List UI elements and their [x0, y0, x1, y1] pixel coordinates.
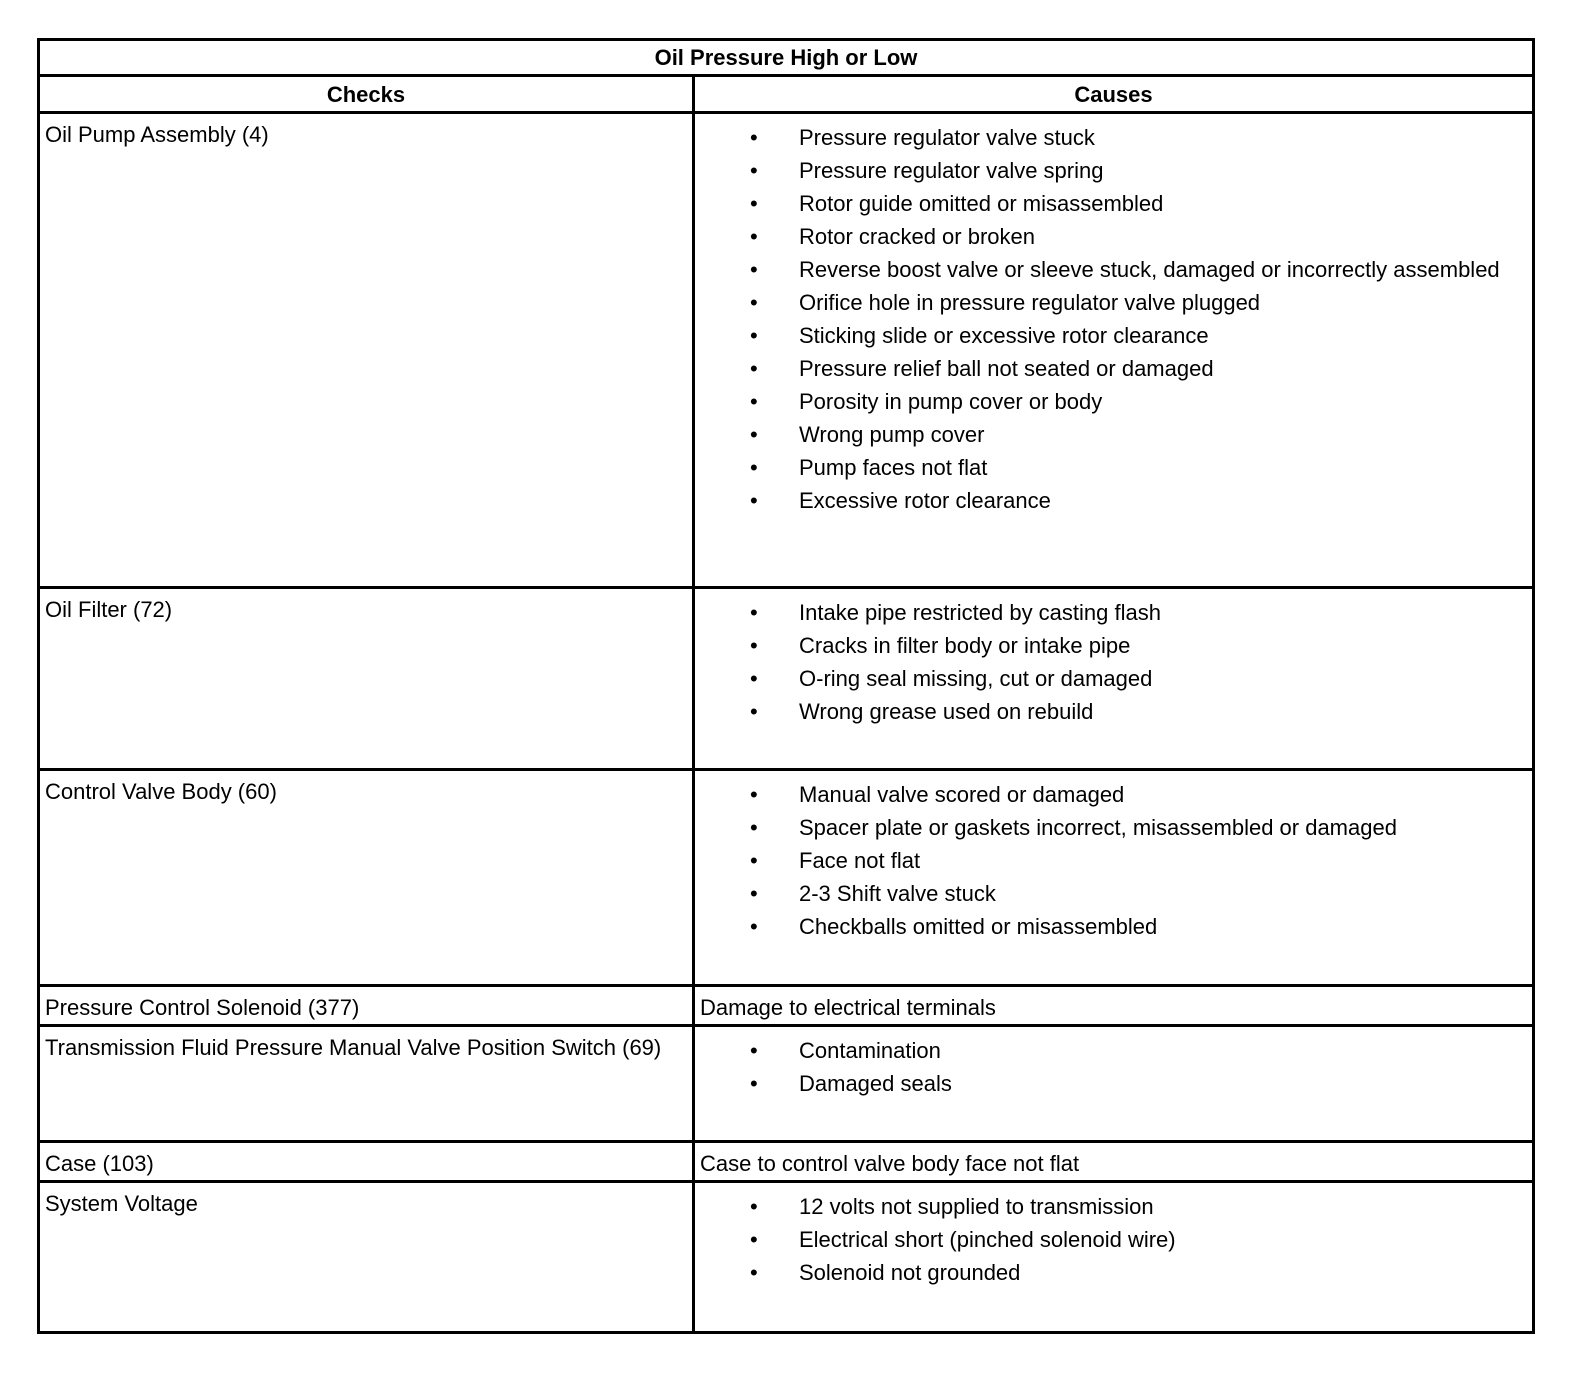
bullet-icon: • — [750, 389, 758, 414]
bullet-icon: • — [750, 666, 758, 691]
bullet-icon: • — [750, 224, 758, 249]
table-row — [39, 113, 1534, 588]
list-item — [695, 321, 1522, 350]
table-row — [39, 986, 1534, 1026]
cause-text: Pressure regulator valve spring — [799, 158, 1104, 183]
list-item — [695, 879, 1522, 908]
cause-text: Wrong pump cover — [799, 422, 985, 447]
header-row — [39, 76, 1534, 113]
list-item — [695, 631, 1522, 660]
list-item — [695, 123, 1522, 152]
list-item — [695, 486, 1522, 515]
bullet-icon: • — [750, 699, 758, 724]
title-row — [39, 40, 1534, 76]
list-item — [695, 1258, 1522, 1287]
list-item — [695, 780, 1522, 809]
bullet-icon: • — [750, 633, 758, 658]
bullet-icon: • — [750, 1038, 758, 1063]
causes-cell — [694, 113, 1534, 588]
cause-text: Reverse boost valve or sleeve stuck, damaged or incorrectly assembled — [799, 257, 1500, 282]
bullet-icon: • — [750, 125, 758, 150]
check-cell: System Voltage — [39, 1182, 694, 1333]
cause-text: Solenoid not grounded — [799, 1260, 1021, 1285]
cause-text: Pressure relief ball not seated or damaged — [799, 356, 1214, 381]
table-title: Oil Pressure High or Low — [39, 40, 1534, 76]
bullet-icon: • — [750, 600, 758, 625]
causes-list — [695, 771, 1532, 941]
cause-text: Spacer plate or gaskets incorrect, misassembled or damaged — [799, 815, 1397, 840]
causes-cell — [694, 588, 1534, 770]
check-cell: Case (103) — [39, 1142, 694, 1182]
cause-text: Cracks in filter body or intake pipe — [799, 633, 1131, 658]
list-item — [695, 189, 1522, 218]
list-item — [695, 387, 1522, 416]
list-item — [695, 156, 1522, 185]
bullet-icon: • — [750, 1227, 758, 1252]
causes-cell — [694, 770, 1534, 986]
list-item — [695, 453, 1522, 482]
bullet-icon: • — [750, 1071, 758, 1096]
bullet-icon: • — [750, 914, 758, 939]
cause-text: Contamination — [799, 1038, 941, 1063]
list-item — [695, 420, 1522, 449]
cause-text: Porosity in pump cover or body — [799, 389, 1103, 414]
cause-text: Pressure regulator valve stuck — [799, 125, 1095, 150]
list-item — [695, 1036, 1522, 1065]
check-cell: Pressure Control Solenoid (377) — [39, 986, 694, 1026]
bullet-icon: • — [750, 782, 758, 807]
cause-cell: Damage to electrical terminals — [694, 986, 1534, 1026]
list-item — [695, 846, 1522, 875]
bullet-icon: • — [750, 158, 758, 183]
list-item — [695, 1192, 1522, 1221]
list-item — [695, 813, 1522, 842]
list-item — [695, 1225, 1522, 1254]
cause-text: Sticking slide or excessive rotor clearance — [799, 323, 1209, 348]
cause-cell: Case to control valve body face not flat — [694, 1142, 1534, 1182]
causes-list — [695, 1027, 1532, 1098]
cause-text: Manual valve scored or damaged — [799, 782, 1125, 807]
bullet-icon: • — [750, 257, 758, 282]
list-item — [695, 697, 1522, 726]
causes-header: Causes — [694, 76, 1534, 113]
cause-text: Excessive rotor clearance — [799, 488, 1051, 513]
cause-text: Face not flat — [799, 848, 921, 873]
table-row — [39, 1142, 1534, 1182]
list-item — [695, 1069, 1522, 1098]
table-row — [39, 770, 1534, 986]
table-row — [39, 1026, 1534, 1142]
cause-text: Rotor cracked or broken — [799, 224, 1035, 249]
bullet-icon: • — [750, 881, 758, 906]
cause-text: 12 volts not supplied to transmission — [799, 1194, 1154, 1219]
list-item — [695, 598, 1522, 627]
diagnosis-table — [37, 38, 1535, 1334]
bullet-icon: • — [750, 290, 758, 315]
bullet-icon: • — [750, 815, 758, 840]
cause-text: Checkballs omitted or misassembled — [799, 914, 1158, 939]
cause-text: O-ring seal missing, cut or damaged — [799, 666, 1153, 691]
cause-text: Electrical short (pinched solenoid wire) — [799, 1227, 1176, 1252]
bullet-icon: • — [750, 1260, 758, 1285]
list-item — [695, 288, 1522, 317]
table-row — [39, 588, 1534, 770]
list-item — [695, 664, 1522, 693]
list-item — [695, 222, 1522, 251]
check-cell: Transmission Fluid Pressure Manual Valve Position Switch (69) — [39, 1026, 694, 1142]
bullet-icon: • — [750, 1194, 758, 1219]
list-item — [695, 354, 1522, 383]
checks-header: Checks — [39, 76, 694, 113]
bullet-icon: • — [750, 356, 758, 381]
bullet-icon: • — [750, 488, 758, 513]
list-item — [695, 912, 1522, 941]
causes-list — [695, 1183, 1532, 1287]
bullet-icon: • — [750, 191, 758, 216]
bullet-icon: • — [750, 455, 758, 480]
bullet-icon: • — [750, 848, 758, 873]
cause-text: Damaged seals — [799, 1071, 952, 1096]
cause-text: Wrong grease used on rebuild — [799, 699, 1094, 724]
cause-text: Orifice hole in pressure regulator valve plugged — [799, 290, 1261, 315]
cause-text: Rotor guide omitted or misassembled — [799, 191, 1164, 216]
check-cell: Oil Filter (72) — [39, 588, 694, 770]
list-item — [695, 255, 1522, 284]
cause-text: Pump faces not flat — [799, 455, 988, 480]
causes-cell — [694, 1026, 1534, 1142]
causes-list — [695, 589, 1532, 726]
bullet-icon: • — [750, 323, 758, 348]
check-cell: Control Valve Body (60) — [39, 770, 694, 986]
check-cell: Oil Pump Assembly (4) — [39, 113, 694, 588]
cause-text: 2-3 Shift valve stuck — [799, 881, 996, 906]
table-row — [39, 1182, 1534, 1333]
cause-text: Intake pipe restricted by casting flash — [799, 600, 1161, 625]
causes-cell — [694, 1182, 1534, 1333]
bullet-icon: • — [750, 422, 758, 447]
causes-list — [695, 114, 1532, 515]
